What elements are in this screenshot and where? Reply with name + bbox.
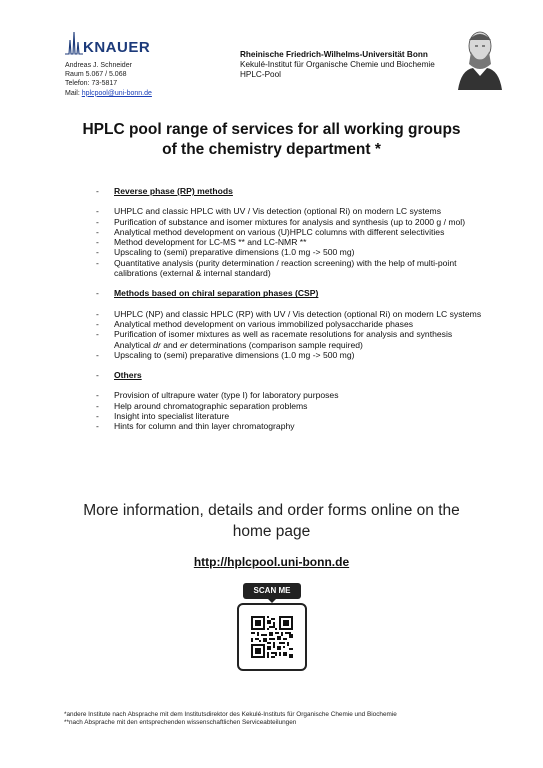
section-heading-csp bbox=[96, 288, 486, 298]
contact-phone: Telefon: 73-5817 bbox=[65, 80, 118, 88]
list-item-text: Quantitative analysis (purity determination / reaction screening) with the help of multi-point calibrations (external & internal standard) bbox=[114, 257, 457, 279]
list-item-text: UHPLC and classic HPLC with UV / Vis detection (optional Ri) on modern LC systems bbox=[114, 206, 442, 217]
dash-bullet: - bbox=[96, 421, 99, 432]
list-item-text: Insight into specialist literature bbox=[114, 411, 230, 422]
section-heading-text: Reverse phase (RP) methods bbox=[114, 186, 233, 196]
university-block bbox=[240, 50, 435, 81]
more-info-text bbox=[40, 500, 503, 542]
extra-pre: Analytical bbox=[114, 339, 154, 350]
dash-bullet: - bbox=[96, 308, 99, 319]
university-name: Rheinische Friedrich-Wilhelms-Universität Bonn bbox=[240, 50, 428, 59]
dash-bullet: - bbox=[96, 216, 99, 227]
contact-name: Andreas J. Schneider bbox=[65, 62, 132, 69]
dash-bullet: - bbox=[96, 247, 99, 258]
chromatogram-peaks-icon bbox=[65, 28, 85, 56]
dash-bullet: - bbox=[96, 257, 99, 268]
dash-bullet: - bbox=[96, 400, 99, 411]
extra-dr: dr bbox=[153, 339, 161, 350]
dash-bullet: - bbox=[96, 370, 99, 381]
section-heading-text: Methods based on chiral separation phases (CSP) bbox=[114, 288, 319, 299]
list-item bbox=[96, 401, 486, 411]
kekule-portrait-icon bbox=[455, 24, 505, 90]
services-list bbox=[96, 186, 486, 432]
list-item-text: Upscaling to (semi) preparative dimensions (1.0 mg -> 500 mg) bbox=[114, 349, 355, 360]
list-item bbox=[96, 206, 486, 216]
list-item bbox=[96, 227, 486, 237]
extra-and: and bbox=[160, 339, 180, 350]
contact-mail-label: Mail: bbox=[65, 89, 82, 97]
dash-bullet: - bbox=[96, 349, 99, 360]
footnote-2: **nach Absprache mit den entsprechenden wissenschaftlichen Serviceabteilungen bbox=[64, 719, 297, 726]
contact-mail-link[interactable]: hplcpool@uni-bonn.de bbox=[81, 89, 152, 97]
contact-block bbox=[65, 61, 152, 98]
pool-name: HPLC-Pool bbox=[240, 70, 281, 80]
dash-bullet: - bbox=[96, 390, 99, 401]
list-item-continuation bbox=[96, 340, 486, 350]
list-item-text: Provision of ultrapure water (type I) for laboratory purposes bbox=[114, 390, 339, 401]
list-item-text: Method development for LC-MS ** and LC-NMR ** bbox=[114, 237, 307, 248]
qr-code-icon[interactable] bbox=[251, 616, 293, 658]
footnotes bbox=[64, 711, 397, 727]
list-item bbox=[96, 421, 486, 431]
dash-bullet: - bbox=[96, 206, 99, 217]
footnote-1: *andere Institute nach Absprache mit dem Institutsdirektor des Kekulé-Instituts für Organische Chemie und Biochemie bbox=[64, 711, 397, 718]
section-heading-text: Others bbox=[114, 370, 142, 381]
knauer-logo bbox=[65, 28, 155, 58]
list-item-text: UHPLC (NP) and classic HPLC (RP) with UV / Vis detection (optional Ri) on modern LC systems bbox=[114, 308, 482, 319]
list-item bbox=[96, 217, 486, 227]
page-title bbox=[40, 120, 503, 160]
more-info-line-2: home page bbox=[232, 523, 311, 540]
list-item-text: Analytical method development on various (U)HPLC columns with different selectivities bbox=[114, 226, 445, 237]
title-line-1: HPLC pool range of services for all working groups bbox=[82, 121, 461, 138]
homepage-link[interactable]: http://hplcpool.uni-bonn.de bbox=[193, 555, 350, 569]
list-item-text: Help around chromatographic separation problems bbox=[114, 400, 308, 411]
list-item-text: Purification of isomer mixtures as well as racemate resolutions for analysis and synthesis bbox=[114, 329, 453, 340]
extra-post: determinations (comparison sample required) bbox=[187, 339, 363, 350]
contact-room: Raum 5.067 / 5.068 bbox=[65, 71, 127, 79]
list-item bbox=[96, 411, 486, 421]
list-item bbox=[96, 329, 486, 339]
title-line-2: of the chemistry department * bbox=[162, 141, 381, 158]
list-item bbox=[96, 350, 486, 360]
qr-code-frame bbox=[237, 603, 307, 671]
scan-me-label: SCAN ME bbox=[243, 583, 301, 599]
list-item bbox=[96, 309, 486, 319]
section-heading-rp bbox=[96, 186, 486, 196]
institute-name: Kekulé-Institut für Organische Chemie und Biochemie bbox=[240, 60, 435, 70]
section-heading-others bbox=[96, 370, 486, 380]
dash-bullet: - bbox=[96, 318, 99, 329]
more-info-line-1: More information, details and order forms online on the bbox=[83, 502, 460, 519]
list-item bbox=[96, 258, 486, 279]
dash-bullet: - bbox=[96, 288, 99, 299]
list-item bbox=[96, 319, 486, 329]
contact-mail-line bbox=[65, 89, 152, 98]
list-item-text: Upscaling to (semi) preparative dimensions (1.0 mg -> 500 mg) bbox=[114, 247, 355, 258]
list-item bbox=[96, 247, 486, 257]
extra-er: er bbox=[179, 339, 188, 350]
list-item-text: Hints for column and thin layer chromatography bbox=[114, 421, 295, 432]
dash-bullet: - bbox=[96, 237, 99, 248]
list-item bbox=[96, 237, 486, 247]
dash-bullet: - bbox=[96, 329, 99, 340]
list-item bbox=[96, 390, 486, 400]
dash-bullet: - bbox=[96, 186, 99, 196]
list-item-text: Analytical method development on various immobilized polysaccharide phases bbox=[114, 318, 414, 329]
logo-text: KNAUER bbox=[83, 39, 151, 56]
dash-bullet: - bbox=[96, 226, 99, 237]
dash-bullet: - bbox=[96, 411, 99, 422]
list-item-text: Purification of substance and isomer mixtures for analysis and synthesis (up to 2000 g / mol) bbox=[114, 216, 466, 227]
